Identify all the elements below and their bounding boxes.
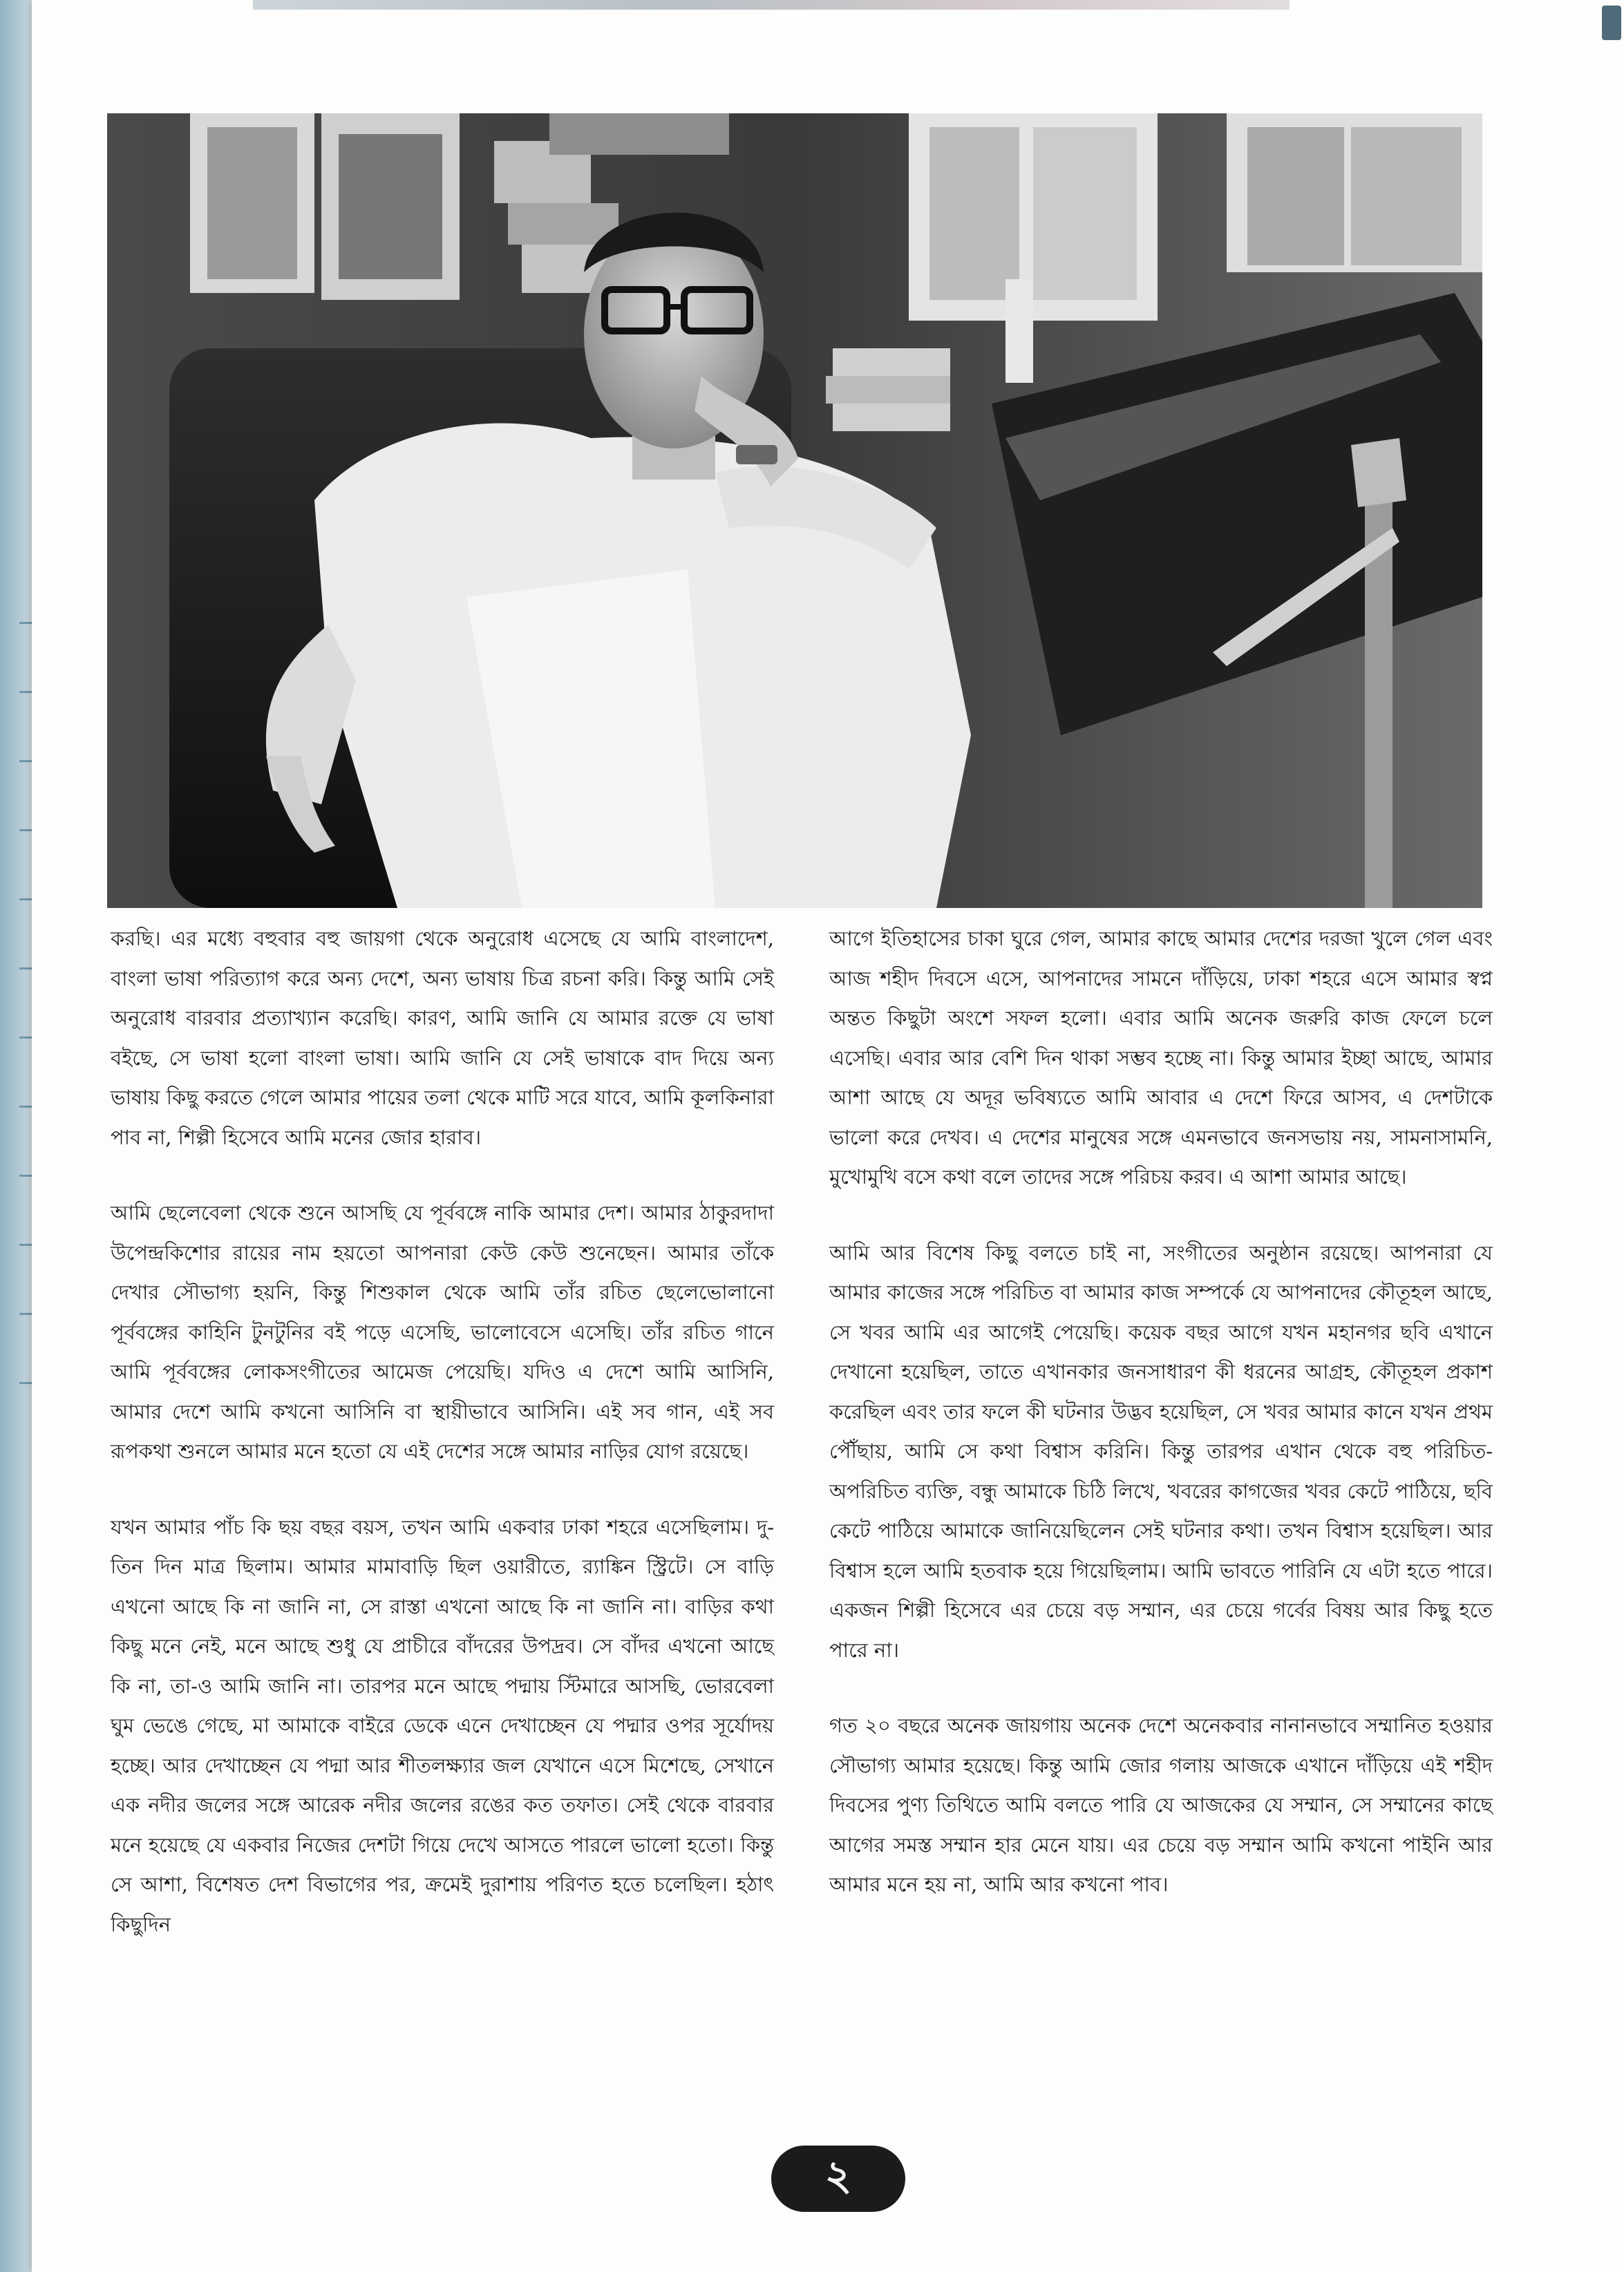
- portrait-photo: [107, 113, 1482, 908]
- page-number-badge: [771, 2146, 905, 2212]
- paragraph: আগে ইতিহাসের চাকা ঘুরে গেল, আমার কাছে আমার দেশের দরজা খুলে গেল এবং আজ শহীদ দিবসে এসে, আপনাদের সামনে দাঁড়িয়ে, ঢাকা শহরে এসে আমার স্বপ্ন অন্তত কিছুটা অংশে সফল হলো। এবার আমি অনেক জরুরি কাজ ফেলে চলে এসেছি। এবার আর বেশি দিন থাকা সম্ভব হচ্ছে না। কিন্তু আমার ইচ্ছা আছে, আমার আশা আছে যে অদূর ভবিষ্যতে আমি আবার এ দেশে ফিরে আসব, এ দেশটাকে ভালো করে দেখব। এ দেশের মানুষের সঙ্গে এমনভাবে জনসভায় নয়, সামনাসামনি, মুখোমুখি বসে কথা বলে তাদের সঙ্গে পরিচয় করব। এ আশা আমার আছে।: [829, 927, 1493, 1189]
- page-number: ২: [824, 2152, 852, 2200]
- paragraph: করছি। এর মধ্যে বহুবার বহু জায়গা থেকে অনুরোধ এসেছে যে আমি বাংলাদেশ, বাংলা ভাষা পরিত্যাগ করে অন্য দেশে, অন্য ভাষায় চিত্র রচনা করি। কিন্তু আমি সেই অনুরোধ বারবার প্রত্যাখ্যান করেছি। কারণ, আমি জানি যে আমার রক্তে যে ভাষা বইছে, সে ভাষা হলো বাংলা ভাষা। আমি জানি যে সেই ভাষাকে বাদ দিয়ে অন্য ভাষায় কিছু করতে গেলে আমার পায়ের তলা থেকে মাটি সরে যাবে, আমি কূলকিনারা পাব না, শিল্পী হিসেবে আমি মনের জোর হারাব।: [111, 927, 774, 1149]
- paragraph: গত ২০ বছরে অনেক জায়গায় অনেক দেশে অনেকবার নানানভাবে সম্মানিত হওয়ার সৌভাগ্য আমার হয়েছে। কিন্তু আমি জোর গলায় আজকে এখানে দাঁড়িয়ে এই শহীদ দিবসের পুণ্য তিথিতে আমি বলতে পারি যে আজকের যে সম্মান, সে সম্মানের কাছে আগের সমস্ত সম্মান হার মেনে যায়। এর চেয়ে বড় সম্মান আমি কখনো পাইনি আর আমার মনে হয় না, আমি আর কখনো পাব।: [829, 1714, 1493, 1896]
- top-bleed-strip: [253, 0, 1290, 10]
- corner-tab: [1602, 6, 1621, 40]
- right-text-column: [829, 919, 1493, 1941]
- paragraph: যখন আমার পাঁচ কি ছয় বছর বয়স, তখন আমি একবার ঢাকা শহরে এসেছিলাম। দু-তিন দিন মাত্র ছিলাম। আমার মামাবাড়ি ছিল ওয়ারীতে, র‍্যাঙ্কিন স্ট্রিটে। সে বাড়ি এখনো আছে কি না জানি না, সে রাস্তা এখনো আছে কি না জানি না। বাড়ির কথা কিছু মনে নেই, মনে আছে শুধু যে প্রাচীরে বাঁদরের উপদ্রব। সে বাঁদর এখনো আছে কি না, তা-ও আমি জানি না। তারপর মনে আছে পদ্মায় স্টিমারে আসছি, ভোরবেলা ঘুম ভেঙে গেছে, মা আমাকে বাইরে ডেকে এনে দেখাচ্ছেন যে পদ্মার ওপর সূর্যোদয় হচ্ছে। আর দেখাচ্ছেন যে পদ্মা আর শীতলক্ষ্যার জল যেখানে এসে মিশেছে, সেখানে এক নদীর জলের সঙ্গে আরেক নদীর জলের রঙের কত তফাত। সেই থেকে বারবার মনে হয়েছে যে একবার নিজের দেশটা গিয়ে দেখে আসতে পারলে ভালো হতো। কিন্তু সে আশা, বিশেষত দেশ বিভাগের পর, ক্রমেই দুরাশায় পরিণত হতে চলেছিল। হঠাৎ কিছুদিন: [111, 1515, 774, 1936]
- paragraph: আমি আর বিশেষ কিছু বলতে চাই না, সংগীতের অনুষ্ঠান রয়েছে। আপনারা যে আমার কাজের সঙ্গে পরিচিত বা আমার কাজ সম্পর্কে যে আপনাদের কৌতূহল আছে, সে খবর আমি এর আগেই পেয়েছি। কয়েক বছর আগে যখন মহানগর ছবি এখানে দেখানো হয়েছিল, তাতে এখানকার জনসাধারণ কী ধরনের আগ্রহ, কৌতূহল প্রকাশ করেছিল এবং তার ফলে কী ঘটনার উদ্ভব হয়েছিল, সে খবর আমার কানে যখন প্রথম পৌঁছায়, আমি সে কথা বিশ্বাস করিনি। কিন্তু তারপর এখান থেকে বহু পরিচিত-অপরিচিত ব্যক্তি, বন্ধু আমাকে চিঠি লিখে, খবরের কাগজের খবর কেটে পাঠিয়ে, ছবি কেটে পাঠিয়ে আমাকে জানিয়েছিলেন সেই ঘটনার কথা। তখন বিশ্বাস হয়েছিল। আর বিশ্বাস হলে আমি হতবাক হয়ে গিয়েছিলাম। আমি ভাবতে পারিনি যে এটা হতে পারে। একজন শিল্পী হিসেবে এর চেয়ে বড় সম্মান, এর চেয়ে গর্বের বিষয় আর কিছু হতে পারে না।: [829, 1240, 1493, 1662]
- left-text-column: [111, 919, 774, 1980]
- portrait-photo-illustration: [107, 113, 1482, 908]
- paragraph: আমি ছেলেবেলা থেকে শুনে আসছি যে পূর্ববঙ্গে নাকি আমার দেশ। আমার ঠাকুরদাদা উপেন্দ্রকিশোর রায়ের নাম হয়তো আপনারা কেউ কেউ শুনেছেন। আমার তাঁকে দেখার সৌভাগ্য হয়নি, কিন্তু শিশুকাল থেকে আমি তাঁর রচিত ছেলেভোলানো পূর্ববঙ্গের কাহিনি টুনটুনির বই পড়ে এসেছি, ভালোবেসে এসেছি। তাঁর রচিত গানে আমি পূর্ববঙ্গের লোকসংগীতের আমেজ পেয়েছি। যদিও এ দেশে আমি আসিনি, আমার দেশে আমি কখনো আসিনি বা স্থায়ীভাবে আসিনি। এই সব গান, এই সব রূপকথা শুনলে আমার মনে হতো যে এই দেশের সঙ্গে আমার নাড়ির যোগ রয়েছে।: [111, 1201, 774, 1463]
